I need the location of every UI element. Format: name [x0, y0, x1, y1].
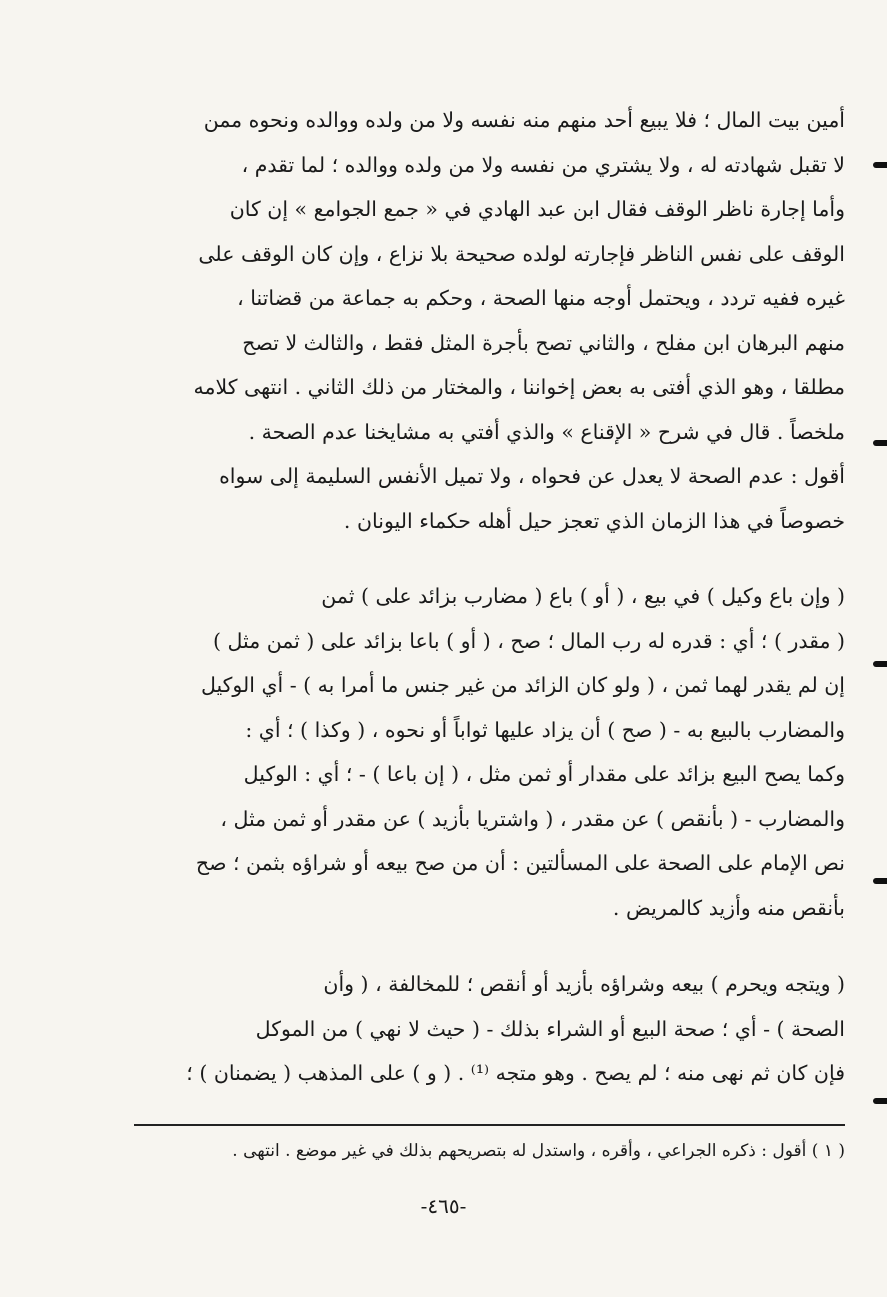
text-line: ( مقدر ) ؛ أي : قدره له رب المال ؛ صح ، ( أو ) باعا بزائد على ( ثمن مثل ) [212, 628, 845, 653]
text-line: ملخصاً . قال في شرح « الإقناع » والذي أفتي به مشايخنا عدم الصحة . [248, 419, 845, 444]
margin-mark [873, 440, 887, 446]
text-line: بأنقص منه وأزيد كالمريض . [612, 895, 845, 920]
text-line: فإن كان ثم نهى منه ؛ لم يصح . وهو متجه ⁽¹⁾ . ( و ) على المذهب ( يضمنان ) ؛ [186, 1061, 845, 1085]
text-line: غيره ففيه تردد ، ويحتمل أوجه منها الصحة ، وحكم به جماعة من قضاتنا ، [237, 286, 845, 310]
text-line: والمضارب بالبيع به - ( صح ) أن يزاد عليها ثواباً أو نحوه ، ( وكذا ) ؛ أي : [245, 717, 845, 742]
text-line: ( وإن باع وكيل ) في بيع ، ( أو ) باع ( مضارب بزائد على ) ثمن [321, 584, 845, 608]
text-line: وأما إجارة ناظر الوقف فقال ابن عبد الهادي في « جمع الجوامع » إن كان [229, 197, 845, 221]
text-line: منهم البرهان ابن مفلح ، والثاني تصح بأجرة المثل فقط ، والثالث لا تصح [242, 330, 845, 355]
text-line: خصوصاً في هذا الزمان الذي تعجز حيل أهله حكماء اليونان . [343, 508, 845, 533]
text-line: أمين بيت المال ؛ فلا يبيع أحد منهم منه نفسه ولا من ولده ووالده ونحوه ممن [203, 108, 845, 132]
margin-mark [873, 878, 887, 884]
text-line: والمضارب - ( بأنقص ) عن مقدر ، ( واشتريا بأزيد ) عن مقدر أو ثمن مثل ، [220, 806, 845, 831]
margin-mark [873, 1098, 887, 1104]
paragraph-3 [125, 962, 845, 1096]
text-line: الصحة ) - أي ؛ صحة البيع أو الشراء بذلك - ( حيث لا نهي ) من الموكل [255, 1016, 845, 1041]
footnote: ( ١ ) أقول : ذكره الجراعي ، وأقره ، واستدل له بتصريحهم بذلك في غير موضع . انتهى . [232, 1141, 845, 1161]
text-line: نص الإمام على الصحة على المسألتين : أن من صح بيعه أو شراؤه بثمن ؛ صح [195, 851, 845, 875]
text-line: ( ويتجه ويحرم ) بيعه وشراؤه بأزيد أو أنقص ؛ للمخالفة ، ( وأن [323, 972, 845, 996]
text-line: لا تقبل شهادته له ، ولا يشتري من نفسه ولا من ولده ووالده ؛ لما تقدم ، [241, 152, 845, 177]
paragraph-1 [125, 98, 845, 543]
text-line: وكما يصح البيع بزائد على مقدار أو ثمن مثل ، ( إن باعا ) - ؛ أي : الوكيل [243, 762, 845, 786]
text-line: إن لم يقدر لهما ثمن ، ( ولو كان الزائد من غير جنس ما أمرا به ) - أي الوكيل [200, 673, 845, 697]
text-line: أقول : عدم الصحة لا يعدل عن فحواه ، ولا تميل الأنفس السليمة إلى سواه [219, 464, 845, 488]
margin-mark [873, 162, 887, 168]
page-number: -٤٦٥- [420, 1194, 467, 1218]
paragraph-2 [125, 574, 845, 930]
margin-mark [873, 661, 887, 667]
text-line: مطلقا ، وهو الذي أفتى به بعض إخواننا ، والمختار من ذلك الثاني . انتهى كلامه [193, 375, 845, 399]
footnote-divider [134, 1124, 845, 1126]
text-line: الوقف على نفس الناظر فإجارته لولده صحيحة بلا نزاع ، وإن كان الوقف على [198, 241, 845, 266]
